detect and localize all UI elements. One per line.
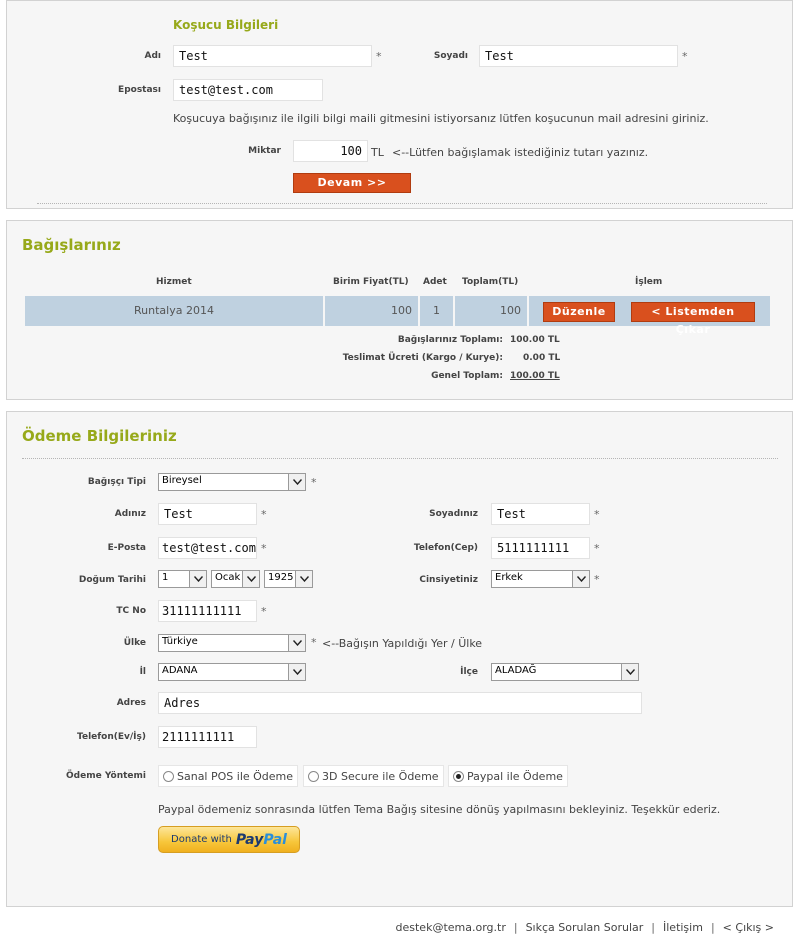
- grand-total-value: 100.00 TL: [510, 371, 560, 381]
- tc-no-label: TC No: [116, 606, 146, 616]
- chevron-down-icon: [288, 664, 305, 680]
- footer-links: [396, 921, 774, 934]
- birth-day-value: 1: [162, 572, 169, 583]
- runner-info-panel: [6, 0, 793, 209]
- chevron-down-icon: [242, 571, 259, 587]
- first-name-label: Adınız: [114, 509, 146, 519]
- paypal-donate-button[interactable]: [158, 826, 300, 853]
- phone-input[interactable]: 2111111111: [158, 726, 257, 748]
- header-qty: Adet: [423, 277, 447, 287]
- mobile-input[interactable]: 5111111111: [491, 537, 590, 559]
- required-mark: *: [311, 476, 317, 489]
- logout-link[interactable]: < Çıkış >: [722, 921, 774, 934]
- birth-day-select[interactable]: [158, 570, 207, 588]
- payment-method-paypal[interactable]: [448, 765, 568, 787]
- header-unit-price: Birim Fiyat(TL): [333, 277, 409, 287]
- required-mark: *: [261, 542, 267, 555]
- chevron-down-icon: [189, 571, 206, 587]
- paypal-donate-text: Donate with: [171, 834, 232, 845]
- footer-separator: |: [710, 921, 715, 934]
- chevron-down-icon: [288, 635, 305, 651]
- amount-hint: <--Lütfen bağışlamak istediğiniz tutarı yazınız.: [392, 146, 649, 159]
- address-label: Adres: [116, 698, 146, 708]
- district-value: ALADAĞ: [495, 665, 537, 676]
- payment-method-label: Ödeme Yöntemi: [66, 771, 146, 781]
- runner-surname-input[interactable]: Test: [479, 45, 678, 67]
- required-mark: *: [594, 573, 600, 586]
- first-name-input[interactable]: Test: [158, 503, 257, 525]
- remove-from-list-button[interactable]: < Listemden Çıkar: [631, 302, 755, 322]
- donation-total-label: Bağışlarınız Toplamı:: [397, 335, 503, 345]
- radio-label: Sanal POS ile Ödeme: [177, 769, 294, 783]
- birth-date-label: Doğum Tarihi: [78, 575, 146, 585]
- address-input[interactable]: Adres: [158, 692, 642, 714]
- chevron-down-icon: [288, 474, 305, 490]
- paypal-note: Paypal ödemeniz sonrasında lütfen Tema Bağış sitesine dönüş yapılmasını bekleyiniz. Teşekkür ederiz.: [158, 803, 721, 816]
- divider: [37, 203, 767, 204]
- district-select[interactable]: [491, 663, 639, 681]
- runner-info-title: Koşucu Bilgileri: [173, 18, 279, 32]
- radio-button-selected[interactable]: [453, 771, 464, 782]
- tc-no-input[interactable]: 31111111111: [158, 600, 257, 622]
- donor-type-label: Bağışçı Tipi: [87, 477, 146, 487]
- email-label: Epostası: [118, 85, 161, 95]
- shipping-value: 0.00 TL: [523, 353, 561, 363]
- country-select[interactable]: [158, 634, 306, 652]
- chevron-down-icon: [572, 571, 589, 587]
- footer-separator: |: [513, 921, 518, 934]
- surname-label: Soyadı: [433, 51, 468, 61]
- city-label: İl: [139, 667, 146, 677]
- continue-button[interactable]: Devam >>: [293, 173, 411, 193]
- faq-link[interactable]: Sıkça Sorulan Sorular: [525, 921, 644, 934]
- last-name-label: Soyadınız: [429, 509, 478, 519]
- cell-service: Runtalya 2014: [25, 296, 323, 326]
- required-mark: *: [682, 50, 688, 63]
- radio-label: Paypal ile Ödeme: [467, 769, 563, 783]
- required-mark: *: [261, 605, 267, 618]
- required-mark: *: [594, 508, 600, 521]
- cell-unit-price: 100: [325, 296, 418, 326]
- required-mark: *: [376, 50, 382, 63]
- cell-total: 100: [455, 296, 527, 326]
- paypal-logo-pal: Pal: [263, 831, 287, 848]
- payment-method-sanal-pos[interactable]: [158, 765, 298, 787]
- city-value: ADANA: [162, 665, 198, 676]
- donations-panel: [6, 220, 793, 400]
- footer-separator: |: [651, 921, 655, 934]
- email-input[interactable]: test@test.com: [158, 537, 257, 559]
- divider: [22, 458, 778, 459]
- paypal-logo-pay: Pay: [235, 831, 264, 848]
- amount-label: Miktar: [248, 146, 281, 156]
- gender-label: Cinsiyetiniz: [419, 575, 478, 585]
- currency-label: TL: [371, 146, 384, 159]
- birth-year-value: 1925: [268, 572, 294, 583]
- edit-button[interactable]: Düzenle: [543, 302, 615, 322]
- country-value: Türkiye: [162, 636, 198, 647]
- birth-month-select[interactable]: [211, 570, 260, 588]
- name-label: Adı: [144, 51, 161, 61]
- city-select[interactable]: [158, 663, 306, 681]
- last-name-input[interactable]: Test: [491, 503, 590, 525]
- header-service: Hizmet: [156, 277, 192, 287]
- donor-type-value: Bireysel: [162, 475, 202, 486]
- cell-qty: 1: [420, 296, 453, 326]
- country-label: Ülke: [123, 638, 146, 648]
- support-email-link[interactable]: destek@tema.org.tr: [395, 921, 506, 934]
- amount-input[interactable]: 100: [293, 140, 368, 162]
- birth-year-select[interactable]: [264, 570, 313, 588]
- runner-email-input[interactable]: test@test.com: [173, 79, 323, 101]
- header-action: İşlem: [635, 277, 663, 287]
- required-mark: *: [594, 542, 600, 555]
- payment-panel: [6, 411, 793, 907]
- email-label: E-Posta: [107, 543, 146, 553]
- radio-button[interactable]: [163, 771, 174, 782]
- radio-label: 3D Secure ile Ödeme: [322, 769, 439, 783]
- country-hint: <--Bağışın Yapıldığı Yer / Ülke: [322, 637, 483, 650]
- header-total: Toplam(TL): [462, 277, 519, 287]
- radio-button[interactable]: [308, 771, 319, 782]
- mobile-label: Telefon(Cep): [413, 543, 478, 553]
- donations-title: Bağışlarınız: [22, 236, 121, 254]
- chevron-down-icon: [621, 664, 638, 680]
- donor-type-select[interactable]: [158, 473, 306, 491]
- shipping-label: Teslimat Ücreti (Kargo / Kurye):: [342, 353, 503, 363]
- runner-email-info: Koşucuya bağışınız ile ilgili bilgi maili gitmesini istiyorsanız lütfen koşucunun mail adresini giriniz.: [173, 112, 709, 125]
- birth-month-value: Ocak: [215, 572, 241, 583]
- payment-title: Ödeme Bilgileriniz: [22, 427, 177, 445]
- donation-total-value: 100.00 TL: [510, 335, 560, 345]
- grand-total-label: Genel Toplam:: [431, 371, 503, 381]
- phone-label: Telefon(Ev/İş): [77, 732, 146, 742]
- required-mark: *: [311, 636, 317, 649]
- payment-method-3d-secure[interactable]: [303, 765, 444, 787]
- contact-link[interactable]: İletişim: [663, 921, 703, 934]
- runner-name-input[interactable]: Test: [173, 45, 372, 67]
- chevron-down-icon: [295, 571, 312, 587]
- gender-value: Erkek: [495, 572, 523, 583]
- required-mark: *: [261, 508, 267, 521]
- gender-select[interactable]: [491, 570, 590, 588]
- district-label: İlçe: [460, 667, 478, 677]
